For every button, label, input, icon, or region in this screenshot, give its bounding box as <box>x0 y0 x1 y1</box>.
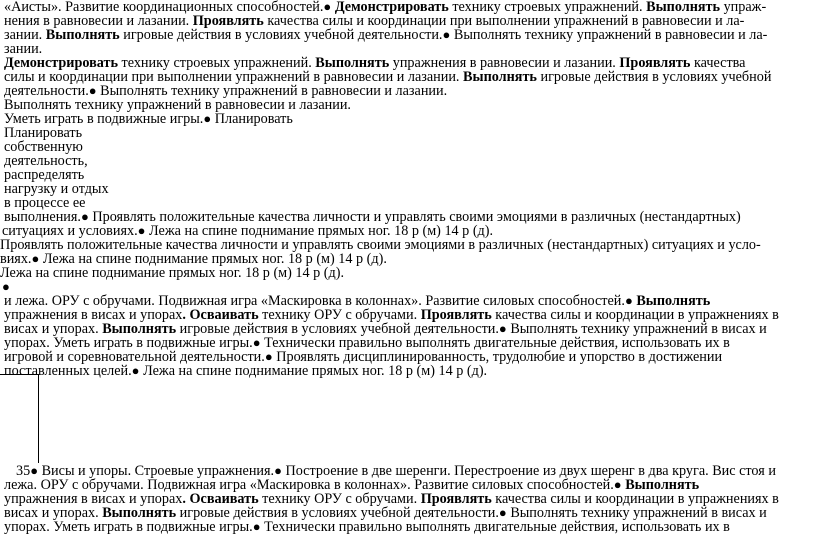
text-run: виях. <box>0 251 32 267</box>
bullet-icon: ● <box>31 251 40 266</box>
bullet-icon: ● <box>137 223 146 238</box>
text-run: игровые действия в условиях учебной деятельности. <box>176 321 499 337</box>
text-run: игровые действия в условиях учебной деятельности. <box>176 505 499 521</box>
text-run: Висы и упоры. Строевые упражнения. <box>38 463 275 479</box>
text-run: Проявлять дисциплинированность, трудолюбие и упорство в достижении <box>272 349 723 365</box>
text-run: деятельность, <box>4 153 88 169</box>
text-run: Планировать <box>211 111 293 127</box>
text-run: упраж- <box>720 0 767 15</box>
text-line <box>4 520 730 534</box>
text-line <box>0 266 344 280</box>
text-run: Технически правильно выполнять двигательные действия, использовать их в <box>260 335 730 351</box>
text-run: и лежа. ОРУ с обручами. Подвижная игра «Маскировка в колоннах». Развитие силовых способностей. <box>4 293 625 309</box>
text-run: Лежа на спине поднимание прямых ног. 18 р (м) 14 р (д). <box>39 251 387 267</box>
text-run: упражнения в висах и упорах <box>4 307 183 323</box>
bullet-icon: ● <box>498 505 507 520</box>
text-run: упорах. Уметь играть в подвижные игры. <box>4 519 253 535</box>
text-line <box>4 478 699 492</box>
bold-term: Проявлять <box>420 491 492 507</box>
bold-term: Выполнять <box>45 27 120 43</box>
text-run: Проявлять положительные качества личности и управлять своими эмоциями в различных (нестандартных) ситуациях и усло- <box>0 237 761 253</box>
text-run: Лежа на спине поднимание прямых ног. 18 р (м) 14 р (д). <box>145 223 494 239</box>
bullet-icon: ● <box>323 0 332 14</box>
text-run: «Аисты». Развитие координационных способностей. <box>4 0 324 15</box>
bullet-icon: ● <box>264 349 273 364</box>
text-line <box>4 308 779 322</box>
text-run: Планировать <box>4 125 83 141</box>
text-run: Выполнять технику упражнений в равновесии и ла- <box>450 27 768 43</box>
text-run: собственную <box>4 139 83 155</box>
text-run: упражнения в равновесии и лазании. <box>389 55 620 71</box>
text-run: качества силы и координации в упражнениях в <box>491 307 779 323</box>
text-run: Уметь играть в подвижные игры. <box>4 111 204 127</box>
text-run: силы и координации при выполнении упражнений в равновесии и лазании. <box>4 69 464 85</box>
text-line <box>0 252 387 266</box>
bold-term: . Осваивать <box>182 491 259 507</box>
bold-term: Выполнять <box>625 477 700 493</box>
text-run: нения в равновесии и лазании. <box>4 13 193 29</box>
text-line <box>4 112 293 126</box>
text-line <box>4 0 766 14</box>
bold-term: Выполнять <box>315 55 390 71</box>
text-line <box>4 182 109 196</box>
text-run: качества <box>690 55 746 71</box>
text-run: висах и упорах. <box>4 321 103 337</box>
text-line <box>4 70 771 84</box>
text-line <box>4 14 744 28</box>
bold-term: . Осваивать <box>182 307 259 323</box>
bold-term: Выполнять <box>463 69 537 85</box>
text-line <box>4 322 767 336</box>
bullet-icon: ● <box>252 519 261 534</box>
bold-term: Выполнять <box>636 293 711 309</box>
bullet-icon: ● <box>252 335 261 350</box>
text-run: качества силы и координации при выполнении упражнений в равновесии и ла- <box>263 13 745 29</box>
text-run: игровой и соревновательной деятельности. <box>4 349 265 365</box>
text-run: лежа. ОРУ с обручами. Подвижная игра «Маскировка в колоннах». Развитие силовых способностей. <box>4 477 614 493</box>
bold-term: Проявлять <box>619 55 691 71</box>
bullet-icon: ● <box>131 363 140 378</box>
text-run: технику ОРУ с обручами. <box>258 491 421 507</box>
text-line <box>4 336 730 350</box>
text-line <box>4 364 487 378</box>
text-run: деятельности. <box>4 83 89 99</box>
text-run: ситуациях и условиях. <box>2 223 138 239</box>
text-run: Проявлять положительные качества личности и управлять своими эмоциями в различных (нестандартных) <box>88 209 741 225</box>
bold-term: Проявлять <box>192 13 264 29</box>
bullet-icon: ● <box>203 111 212 126</box>
table-cell-border <box>0 374 39 463</box>
bold-term: Выполнять <box>102 505 177 521</box>
text-run: Лежа на спине поднимание прямых ног. 18 р (м) 14 р (д). <box>139 363 488 379</box>
text-line <box>4 84 447 98</box>
text-run: Построение в две шеренги. Перестроение из двух шеренг в два круга. Вис стоя и <box>281 463 776 479</box>
bullet-icon: ● <box>88 83 97 98</box>
text-line <box>4 492 779 506</box>
text-run: нагрузку и отдых <box>4 181 109 197</box>
text-run: висах и упорах. <box>4 505 103 521</box>
text-line <box>0 238 761 252</box>
text-run: выполнения. <box>4 209 81 225</box>
bold-term: Демонстрировать <box>334 0 449 15</box>
text-run: упражнения в висах и упорах <box>4 491 183 507</box>
text-run: Выполнять технику упражнений в висах и <box>506 505 767 521</box>
text-line <box>4 126 82 140</box>
text-run: зании. <box>4 27 46 43</box>
text-line <box>4 168 84 182</box>
bullet-icon: ● <box>613 477 622 492</box>
text-line <box>4 140 83 154</box>
text-run: Лежа на спине поднимание прямых ног. 18 р (м) 14 р (д). <box>0 265 345 281</box>
text-line <box>4 294 710 308</box>
text-run: зании. <box>4 41 43 57</box>
text-line <box>16 464 776 478</box>
text-run: 35 <box>16 463 31 479</box>
text-run: Выполнять технику упражнений в равновесии и лазании. <box>4 97 351 113</box>
text-run: Выполнять технику упражнений в висах и <box>506 321 767 337</box>
text-run: качества силы и координации в упражнениях в <box>491 491 779 507</box>
text-run: упорах. Уметь играть в подвижные игры. <box>4 335 253 351</box>
text-line <box>4 196 85 210</box>
text-line <box>4 210 741 224</box>
bold-term: Выполнять <box>646 0 721 15</box>
bullet-icon: ● <box>498 321 507 336</box>
text-run: игровые действия в условиях учебной деятельности. <box>119 27 443 43</box>
text-run: Технически правильно выполнять двигательные действия, использовать их в <box>260 519 730 535</box>
text-run: Выполнять технику упражнений в равновесии и лазании. <box>96 83 448 99</box>
text-line <box>4 154 88 168</box>
text-line <box>4 42 42 56</box>
bullet-icon: ● <box>274 463 282 478</box>
text-line <box>4 28 767 42</box>
bold-term: Выполнять <box>102 321 177 337</box>
bullet-icon: ● <box>2 279 10 294</box>
bullet-icon: ● <box>442 27 451 42</box>
bullet-icon: ● <box>30 463 39 478</box>
bold-term: Демонстрировать <box>4 55 118 71</box>
text-run: игровые действия в условиях учебной <box>536 69 772 85</box>
text-run: распределять <box>4 167 85 183</box>
bold-term: Проявлять <box>420 307 492 323</box>
text-line <box>4 506 767 520</box>
text-run: в процессе ее <box>4 195 86 211</box>
text-run: технику ОРУ с обручами. <box>258 307 421 323</box>
text-line <box>2 224 493 238</box>
bullet-icon: ● <box>624 293 633 308</box>
text-run: поставленных целей. <box>4 363 132 379</box>
text-line <box>2 280 10 294</box>
text-line <box>4 56 745 70</box>
text-line <box>4 98 351 112</box>
text-run: технику строевых упражнений. <box>448 0 647 15</box>
text-run: технику строевых упражнений. <box>117 55 316 71</box>
bullet-icon: ● <box>80 209 89 224</box>
text-line <box>4 350 722 364</box>
